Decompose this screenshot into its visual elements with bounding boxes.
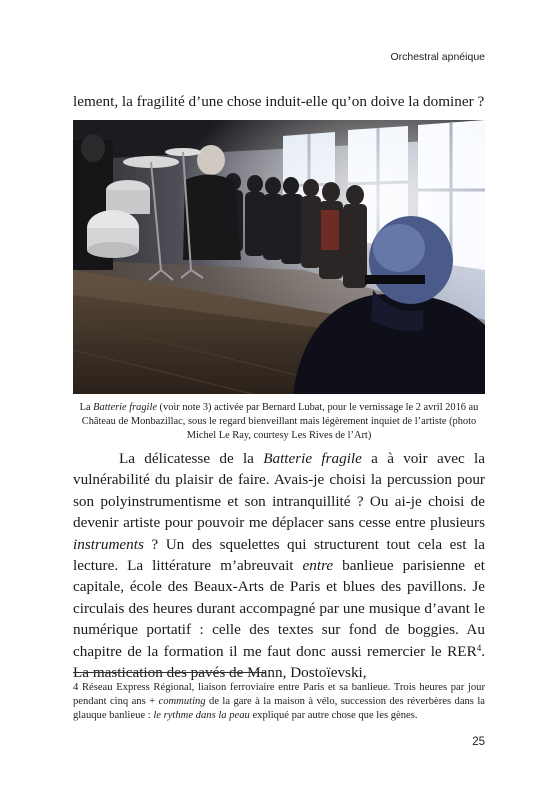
- page-number: 25: [472, 736, 485, 748]
- text-run: ? Un des squelettes qui structurent tout cela est la lecture. La littérature m’abreuvait: [73, 535, 485, 575]
- italic-emphasis: entre: [302, 557, 334, 575]
- footnote-reference[interactable]: 4: [476, 642, 482, 653]
- footnote-italic: le rythme dans la peau: [153, 710, 250, 722]
- italic-emphasis: instruments: [73, 535, 144, 553]
- italic-work-title: Batterie fragile: [263, 450, 362, 467]
- caption-prefix: La: [79, 402, 94, 413]
- main-paragraph: [73, 448, 485, 683]
- running-head: Orchestral apnéique: [390, 51, 485, 63]
- footnote-divider: [73, 672, 266, 673]
- caption-work-title: Batterie fragile: [93, 402, 157, 413]
- photo-drum-kit-performance: [73, 120, 485, 394]
- text-run: . La mastication des pavés de Mann, Dostoïevski,: [73, 642, 485, 682]
- caption-text: (voir note 3) activée par Bernard Lubat, pour le vernissage le 2 avril 2016 au Château de Monbazillac, sous le regard bienveillant mais légèrement inquiet de l’artiste (photo Michel Le Ray, courtesy Les Rives de l’Art): [81, 402, 479, 441]
- footnote-number: 4: [73, 682, 79, 693]
- footnote: [73, 681, 485, 724]
- text-run: banlieue parisienne et capitale, école des Beaux-Arts de Paris et blues des pavillons. Je circulais des heures durant accompagné par une musique d’avant le numérique portatif : celle des textes sur fond de boggies. Au chapitre de la formation il me faut donc aussi remercier le RER: [73, 557, 485, 660]
- continued-text-line: lement, la fragilité d’une chose induit-elle qu’on doive la dominer ?: [73, 93, 485, 110]
- photo-caption: [73, 401, 485, 443]
- footnote-text: de la gare à la maison à vélo, succession des réverbères dans la glauque banlieue :: [73, 696, 485, 722]
- footnote-text: expliqué par autre chose que les gènes.: [249, 710, 418, 722]
- footnote-text: Réseau Express Régional, liaison ferroviaire entre Paris et sa banlieue. Trois heures par jour pendant cinq ans +: [73, 682, 485, 708]
- footnote-italic: commuting: [158, 696, 206, 708]
- text-run: a à voir avec la vulnérabilité du plaisir de faire. Avais-je choisi la percussion pour son polyinstrumentisme et son intranquillité ? Ou ai-je choisi de devenir artiste pour pouvoir me déplacer sans cesse entre plusieurs: [73, 450, 486, 532]
- text-run: La délicatesse de la: [119, 450, 264, 467]
- paragraph: [73, 448, 485, 683]
